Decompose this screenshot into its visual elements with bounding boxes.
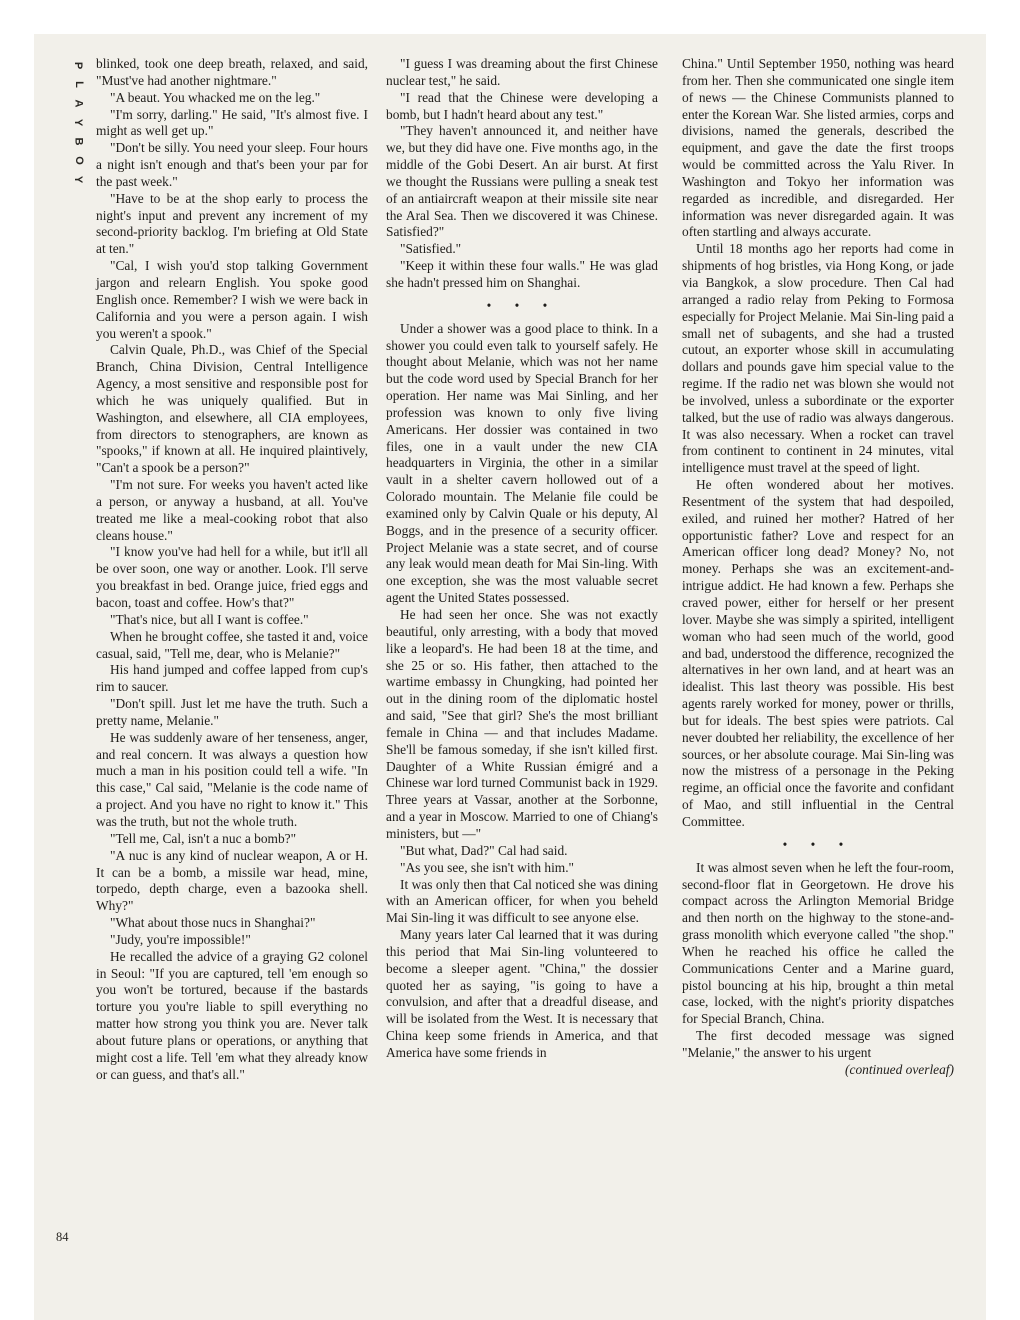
paragraph: His hand jumped and coffee lapped from cup's rim to saucer.: [96, 662, 368, 695]
paragraph: It was almost seven when he left the four-room, second-floor flat in Georgetown. He drove his compact across the Arlington Memorial Bridge and then north on the highway to the stone-and-grass monolith which everyone called "the shop." When he reached his office he called the Communications Center and a Marine guard, pistol bouncing at his hip, brought a thin metal case, locked, with the night's priority dispatches for Special Branch, China.: [682, 859, 954, 1027]
paragraph: "I'm sorry, darling." He said, "It's almost five. I might as well get up.": [96, 106, 368, 139]
section-break: • • •: [486, 297, 558, 313]
paragraph: He recalled the advice of a graying G2 colonel in Seoul: "If you are captured, tell 'em enough so you won't be tortured, because if the bastards torture you you're liable to spill everything no matter how strong you think you are. Never talk about future plans or operations, or anything that might cost a life. Tell 'em what they already know or can guess, and that's all.": [96, 948, 368, 1082]
paragraph: "A nuc is any kind of nuclear weapon, A or H. It can be a bomb, a missile war head, mine, torpedo, depth charge, even a bazooka shell. Why?": [96, 847, 368, 914]
paragraph: Until 18 months ago her reports had come in shipments of hog bristles, via Hong Kong, or jade via Bangkok, a slow procedure. Then Cal had arranged a radio relay from Peking to Formosa especially for Project Melanie. Mai Sin-ling paid a small net of subagents, and she had a trusted cutout, an exporter whose skill in accumulating dollars and pounds gave him special value to the regime. If the radio net was blown she would not be involved, unless a subordinate or the exporter talked, but the use of radio was always dangerous. It was also necessary. When a rocket can travel from continent to continent in 24 minutes, vital intelligence must travel at the speed of light.: [682, 241, 954, 476]
paragraph: He often wondered about her motives. Resentment of the system that had despoiled, exiled, and ruined her mother? Hatred of her opportunistic father? Love and respect for an American officer long dead? Money? No, not money. Perhaps she was an excitement-and-intrigue addict. He had known a few. Perhaps she craved power, either for herself or her present lover. Maybe she was simply a spirited, intelligent woman who had seen much of the world, good and bad, understood the difference, recognized the alternatives in her own land, and at heart was an idealist. This last theory was possible. His best agents rarely worked for money, power or thrills, but for ideals. The best spies were patriots. Cal never doubted her reliability, the excellence of her sources, or her absolute courage. Mai Sin-ling was now the mistress of a personage in the Peking regime, an official once the favorite and confidant of Mao, and still influential in the Central Committee.: [682, 477, 954, 829]
paragraph: The first decoded message was signed "Melanie," the answer to his urgent: [682, 1028, 954, 1060]
paragraph: He was suddenly aware of her tenseness, anger, and real concern. It was always a question how much a man in his position could tell a wife. "In this case," Cal said, "Melanie is the code name of a project. And you have no right to know it." This was the truth, but not the whole truth.: [96, 729, 368, 829]
paragraph: China." Until September 1950, nothing was heard from her. Then she communicated one single item of news — the Chinese Communists planned to enter the Korean War. She listed armies, corps and divisions, named the generals, described the equipment, and gave the date the first troops would be committed across the Yalu River. In Washington and Tokyo her information was regarded as incredible, and disregarded. Her information was never disregarded again. It was often startling and always accurate.: [682, 56, 954, 240]
paragraph: When he brought coffee, she tasted it and, voice casual, said, "Tell me, dear, who is Melanie?": [96, 628, 368, 661]
paragraph: "Don't spill. Just let me have the truth. Such a pretty name, Melanie.": [96, 696, 368, 728]
paragraph: "I read that the Chinese were developing a bomb, but I hadn't heard about any test.": [386, 89, 658, 122]
paragraph: "Tell me, Cal, isn't a nuc a bomb?": [110, 830, 297, 846]
masthead-letter: A: [72, 99, 85, 108]
paragraph: "I know you've had hell for a while, but it'll all be over soon, one way or another. Look. I'll serve you breakfast in bed. Orange juice, fried eggs and bacon, toast and coffee. How's that?": [96, 544, 368, 610]
paragraph: "Cal, I wish you'd stop talking Government jargon and relearn English. You spoke good English once. Remember? I wish we were back in California and you were a person again. I wish you weren't a spook.": [96, 258, 368, 341]
paragraph: Under a shower was a good place to think. In a shower you could even talk to yourself safely. He thought about Melanie, which was not her name but the code word used by Special Branch for her operation. Her name was Mai Sinling, and her profession was known to only five living Americans. Her dossier was contained in two files, one in a vault under the new CIA headquarters in Virginia, the other in a similar vault in a shelter cavern hollowed out of a Colorado mountain. The Melanie file could be examined only by Calvin Quale or his deputy, Al Boggs, and in the presence of a security officer. Project Melanie was a state secret, and of course any leak would mean death for Mai Sin-ling. With one exception, she was the most valuable secret agent the United States possessed.: [386, 320, 658, 606]
masthead-letter: L: [72, 81, 85, 88]
text-column-3: [682, 56, 954, 1079]
paragraph: "A beaut. You whacked me on the leg.": [110, 89, 321, 105]
magazine-masthead-vertical: [66, 56, 90, 189]
paragraph: "I guess I was dreaming about the first Chinese nuclear test," he said.: [386, 56, 658, 88]
masthead-letter: O: [72, 156, 85, 165]
magazine-page: [34, 34, 986, 1320]
section-break: • • •: [782, 836, 854, 852]
paragraph: "They haven't announced it, and neither have we, but they did have one. Five months ago, in the middle of the Gobi Desert. An air burst. At first we thought the Russians were pulling a sneak test of an antiaircraft weapon at their missile site near the Aral Sea. Then we discovered it was Chinese. Satisfied?": [386, 123, 658, 240]
paragraph: "Don't be silly. You need your sleep. Four hours a night isn't enough and that's been your par for the past week.": [96, 140, 368, 189]
text-column-2: [386, 56, 658, 1062]
paragraph: "Have to be at the shop early to process the night's input and prevent any increment of my second-priority backlog. I'm briefing at Old State at ten.": [96, 190, 368, 257]
paragraph: It was only then that Cal noticed she was dining with an American officer, for when you beheld Mai Sin-ling it was difficult to see anyone else.: [386, 876, 658, 926]
masthead-letter: Y: [72, 118, 85, 127]
paragraph: "Keep it within these four walls." He was glad she hadn't pressed him on Shanghai.: [386, 258, 658, 290]
paragraph: "What about those nucs in Shanghai?": [110, 915, 316, 931]
paragraph: "As you see, she isn't with him.": [400, 859, 575, 875]
continued-note: (continued overleaf): [845, 1061, 954, 1077]
paragraph: blinked, took one deep breath, relaxed, and said, "Must've had another nightmare.": [96, 56, 368, 88]
paragraph: "But what, Dad?" Cal had said.: [400, 842, 568, 858]
paragraph: Calvin Quale, Ph.D., was Chief of the Special Branch, China Division, Central Intelligence Agency, a most sensitive and responsible post for which he was uniquely qualified. But in Washington, and elsewhere, all CIA employees, from directors to stenographers, are known as "spooks," if known at all. He inquired plaintively, "Can't a spook be a person?": [96, 342, 368, 476]
paragraph: "Satisfied.": [400, 241, 462, 257]
masthead-letter: B: [72, 137, 85, 146]
paragraph: Many years later Cal learned that it was during this period that Mai Sin-ling volunteered to become a sleeper agent. "China," the dossier quoted her as saying, "is going to have a convulsion, and after that a dreadful disease, and will be isolated from the West. It is necessary that China keep some friends in America, and that America have some friends in: [386, 927, 658, 1060]
masthead-letter: Y: [72, 175, 85, 184]
paragraph: "I'm not sure. For weeks you haven't acted like a person, or anyway a husband, at all. You've treated me like a meal-cooking robot that also cleans house.": [96, 477, 368, 543]
paragraph: "Judy, you're impossible!": [110, 931, 251, 947]
page-number: 84: [56, 1230, 69, 1244]
paragraph: He had seen her once. She was not exactly beautiful, only arresting, with a body that moved like a leopard's. He had been 18 at the time, and she 25 or so. His father, then attached to the wartime embassy in Chungking, had pointed her out in the dining room of the diplomatic hostel and said, "See that girl? She's the most brilliant female in China — and that includes Madame. She'll be famous someday, if she isn't killed first. Daughter of a White Russian émigré and a Chinese war lord turned Communist back in 1929. Three years at Vassar, another at the Sorbonne, and a year in Moscow. Married to one of Chiang's ministers, but —": [386, 607, 658, 841]
masthead-letter: P: [72, 61, 85, 70]
paragraph: "That's nice, but all I want is coffee.": [110, 611, 309, 627]
text-column-1: [96, 56, 368, 1083]
